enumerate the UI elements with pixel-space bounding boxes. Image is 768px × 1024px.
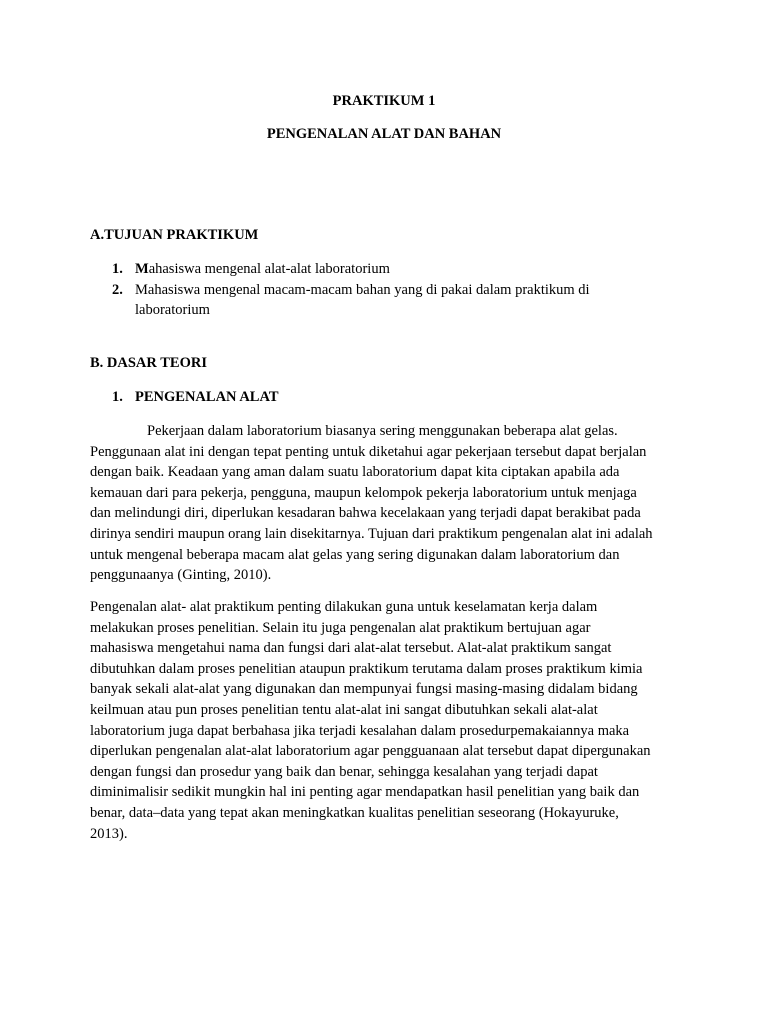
subsection-title: PENGENALAN ALAT xyxy=(135,389,279,405)
paragraph-line: penggunaanya (Ginting, 2010). xyxy=(90,567,272,584)
paragraph-line: dirinya sendiri maupun orang lain disekitarnya. Tujuan dari praktikum pengenalan alat ini adalah xyxy=(90,525,653,542)
list-item-text: ahasiswa mengenal alat-alat laboratorium xyxy=(148,261,390,277)
document-subtitle: PENGENALAN ALAT DAN BAHAN xyxy=(266,126,502,142)
section-a-heading: A.TUJUAN PRAKTIKUM xyxy=(90,227,259,243)
paragraph-line: laboratorium juga dapat berbahasa jika terjadi kesalahan dalam prosedurpemakaiannya maka xyxy=(90,722,630,739)
paragraph-line: kemauan dari para pekerja, pengguna, maupun kelompok pekerja laboratorium untuk menjaga xyxy=(90,484,637,501)
paragraph-line: diminimalisir sedikit mungkin hal ini penting agar mendapatkan hasil penelitian yang baik dan xyxy=(90,784,640,801)
paragraph-line: keilmuan atau pun proses penelitian tentu alat-alat ini sangat dibutuhkan sekali alat-alat xyxy=(90,701,598,718)
paragraph-line: untuk mengenal beberapa macam alat gelas yang sering digunakan dalam laboratorium dan xyxy=(90,546,620,563)
document-title: PRAKTIKUM 1 xyxy=(332,93,436,109)
paragraph-line: 2013). xyxy=(90,825,128,842)
paragraph-1 xyxy=(90,421,680,586)
paragraph-line: dengan baik. Keadaan yang aman dalam suatu laboratorium dapat kita ciptakan apabila ada xyxy=(90,464,620,481)
section-b-heading: B. DASAR TEORI xyxy=(90,355,207,371)
paragraph-line: dibutuhkan dalam proses penelitian ataupun praktikum terutama dalam proses praktikum kimia xyxy=(90,660,643,677)
paragraph-line: dan melindungi diri, diperlukan kesadaran bahwa kecelakaan yang terjadi dapat berakibat pada xyxy=(90,505,641,522)
list-item-initial: M xyxy=(135,261,149,277)
list-number: 2. xyxy=(112,281,123,298)
list-item xyxy=(90,280,650,321)
list-item-text-line: laboratorium xyxy=(135,302,210,319)
paragraph-line: Pengenalan alat- alat praktikum penting dilakukan guna untuk keselamatan kerja dalam xyxy=(90,599,598,615)
paragraph-line: Pekerjaan dalam laboratorium biasanya sering menggunakan beberapa alat gelas. xyxy=(147,423,618,439)
paragraph-line: banyak sekali alat-alat yang digunakan dan mempunyai fungsi masing-masing didalam bidang xyxy=(90,681,638,698)
paragraph-2 xyxy=(90,597,680,844)
goals-list xyxy=(90,259,650,321)
paragraph-line: benar, data–data yang tepat akan meningkatkan kualitas penelitian seseorang (Hokayuruke, xyxy=(90,804,619,821)
paragraph-line: dengan fungsi dan prosedur yang baik dan benar, sehingga kesalahan yang terjadi dapat xyxy=(90,763,598,780)
subsection-list xyxy=(90,387,650,408)
list-item xyxy=(90,259,650,280)
paragraph-line: melakukan proses penelitian. Selain itu juga pengenalan alat praktikum bertujuan agar xyxy=(90,619,591,636)
paragraph-line: diperlukan pengenalan alat-alat laboratorium agar pengguanaan alat tersebut dapat dipergunakan xyxy=(90,743,651,760)
paragraph-line: mahasiswa mengetahui nama dan fungsi dari alat-alat tersebut. Alat-alat praktikum sangat xyxy=(90,640,612,657)
paragraph-line: Penggunaan alat ini dengan tepat penting untuk diketahui agar pekerjaan tersebut dapat berjalan xyxy=(90,443,647,460)
list-number: 1. xyxy=(112,389,123,405)
list-item xyxy=(90,387,650,408)
list-number: 1. xyxy=(112,261,123,277)
list-item-text-line: Mahasiswa mengenal macam-macam bahan yang di pakai dalam praktikum di xyxy=(135,281,590,298)
